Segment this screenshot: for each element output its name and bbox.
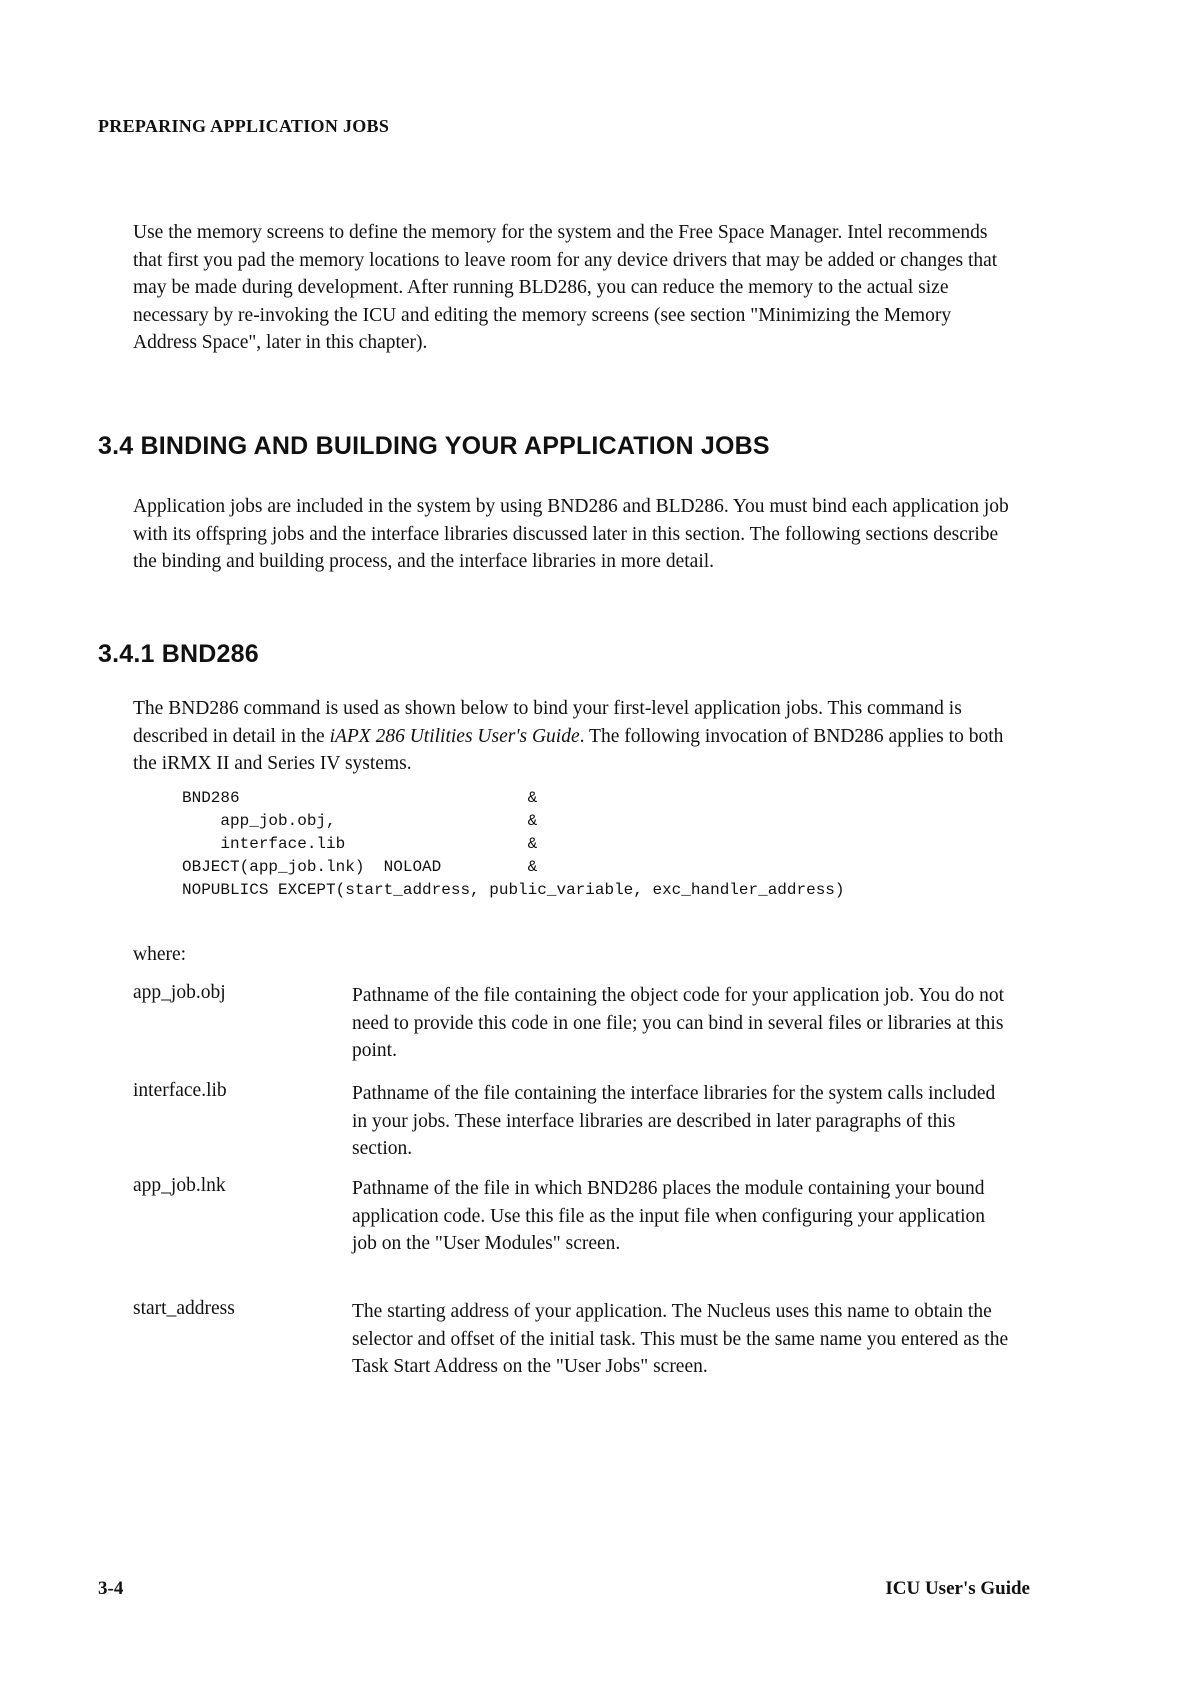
- intro-text: Use the memory screens to define the memory for the system and the Free Space Manager. Intel recommends that first you pad the memory locations to leave room for any device drivers that may be added or changes that may be made during development. After running BLD286, you can reduce the memory to the actual size necessary by re-invoking the ICU and editing the memory screens (see section "Minimizing the Memory Address Space", later in this chapter).: [133, 222, 998, 353]
- bnd286-code-block: BND286 & app_job.obj, & interface.lib & OBJECT(app_job.lnk) NOLOAD & NOPUBLICS EXCEPT(start_address, public_variable, exc_handler_address): [182, 789, 845, 899]
- body-after: . The following invocation of BND286 applies to both the iRMX II and Series IV systems.: [133, 725, 1004, 774]
- section-3-4-1-heading: 3.4.1 BND286: [98, 640, 259, 668]
- running-head: PREPARING APPLICATION JOBS: [98, 116, 390, 136]
- page-number: 3-4: [98, 1578, 124, 1599]
- intro-paragraph: [133, 219, 1013, 357]
- where-label: where:: [133, 944, 187, 965]
- definition-desc: The starting address of your application. The Nucleus uses this name to obtain the selector and offset of the initial task. This must be the same name you entered as the Task Start Address on the "User Jobs" screen.: [352, 1301, 1009, 1377]
- definition-term: interface.lib: [133, 1080, 227, 1101]
- definition-desc: Pathname of the file containing the interface libraries for the system calls included in your jobs. These interface libraries are described in later paragraphs of this section.: [352, 1083, 996, 1159]
- definition-term: start_address: [133, 1298, 235, 1319]
- definition-desc: Pathname of the file containing the object code for your application job. You do not need to provide this code in one file; you can bind in several files or libraries at this point.: [352, 985, 1005, 1061]
- section-3-4-body: [133, 493, 1013, 576]
- utilities-guide-title: iAPX 286 Utilities User's Guide: [329, 725, 580, 747]
- section-3-4-1-text: [133, 695, 1013, 778]
- definition-desc: Pathname of the file in which BND286 places the module containing your bound application code. Use this file as the input file when configuring your application job on the "User Modules" screen.: [352, 1178, 986, 1254]
- definition-term: app_job.obj: [133, 982, 226, 1003]
- section-3-4-1-body: [133, 695, 1013, 778]
- book-title: ICU User's Guide: [885, 1578, 1030, 1599]
- section-3-4-text: Application jobs are included in the system by using BND286 and BLD286. You must bind each application job with its offspring jobs and the interface libraries discussed later in this section. The following sections describe the binding and building process, and the interface libraries in more detail.: [133, 496, 1009, 572]
- definition-term: app_job.lnk: [133, 1175, 226, 1196]
- body-before: The BND286 command is used as shown below to bind your first-level application jobs. This command is described in detail in the: [133, 698, 962, 747]
- section-3-4-heading: 3.4 BINDING AND BUILDING YOUR APPLICATION JOBS: [98, 432, 770, 460]
